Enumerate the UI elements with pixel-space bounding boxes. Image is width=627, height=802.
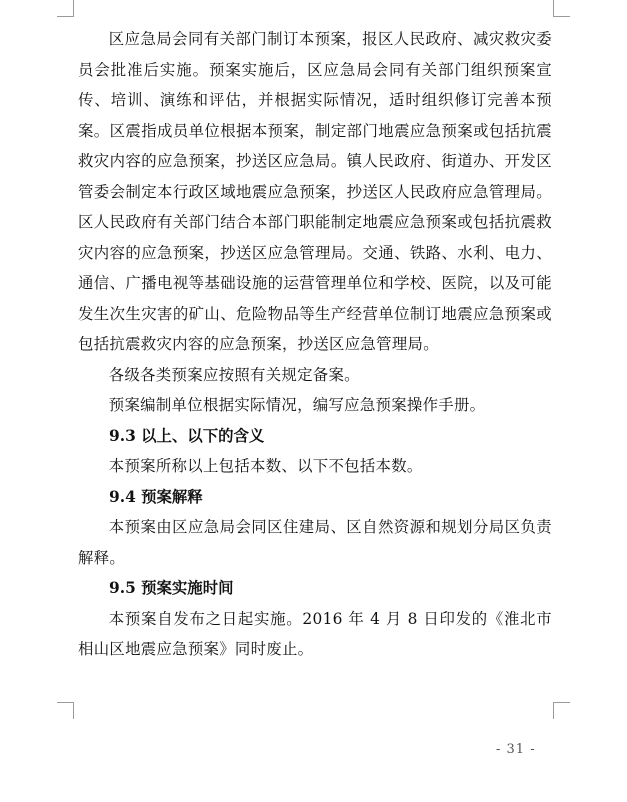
paragraph-preparation: 区应急局会同有关部门制订本预案，报区人民政府、减灾救灾委员会批准后实施。预案实施后，区应急局会同有关部门组织预案宣传、培训、演练和评估，并根据实际情况，适时组织修订完善本预案。区震指成员单位根据本预案，制定部门地震应急预案或包括抗震救灾内容的应急预案，抄送区应急局。镇人民政府、街道办、开发区管委会制定本行政区域地震应急预案，抄送区人民政府应急管理局。区人民政府有关部门结合本部门职能制定地震应急预案或包括抗震救灾内容的应急预案，抄送区应急管理局。交通、铁路、水利、电力、通信、广播电视等基础设施的运营管理单位和学校、医院，以及可能发生次生灾害的矿山、危险物品等生产经营单位制订地震应急预案或包括抗震救灾内容的应急预案，抄送区应急管理局。 — [78, 30, 552, 353]
heading-9-4: 9.4 预案解释 — [109, 487, 203, 506]
paragraph-manual: 预案编制单位根据实际情况，编写应急预案操作手册。 — [108, 396, 486, 414]
crop-mark-bottom-left — [57, 702, 74, 719]
page-number: - 31 - — [496, 742, 536, 757]
paragraph-interpretation: 本预案由区应急局会同区住建局、区自然资源和规划分局区负责解释。 — [78, 518, 552, 567]
paragraph-effective-date: 本预案自发布之日起实施。2016 年 4 月 8 日印发的《淮北市相山区地震应急预案》同时废止。 — [78, 609, 552, 658]
paragraph-definition: 本预案所称以上包括本数、以下不包括本数。 — [108, 457, 423, 475]
paragraph-filing: 各级各类预案应按照有关规定备案。 — [108, 365, 360, 384]
heading-9-5: 9.5 预案实施时间 — [109, 579, 234, 597]
crop-mark-top-right — [553, 0, 570, 17]
crop-mark-bottom-right — [553, 702, 570, 719]
crop-mark-top-left — [57, 0, 74, 17]
heading-9-3: 9.3 以上、以下的含义 — [109, 426, 265, 445]
page-content — [78, 24, 552, 665]
